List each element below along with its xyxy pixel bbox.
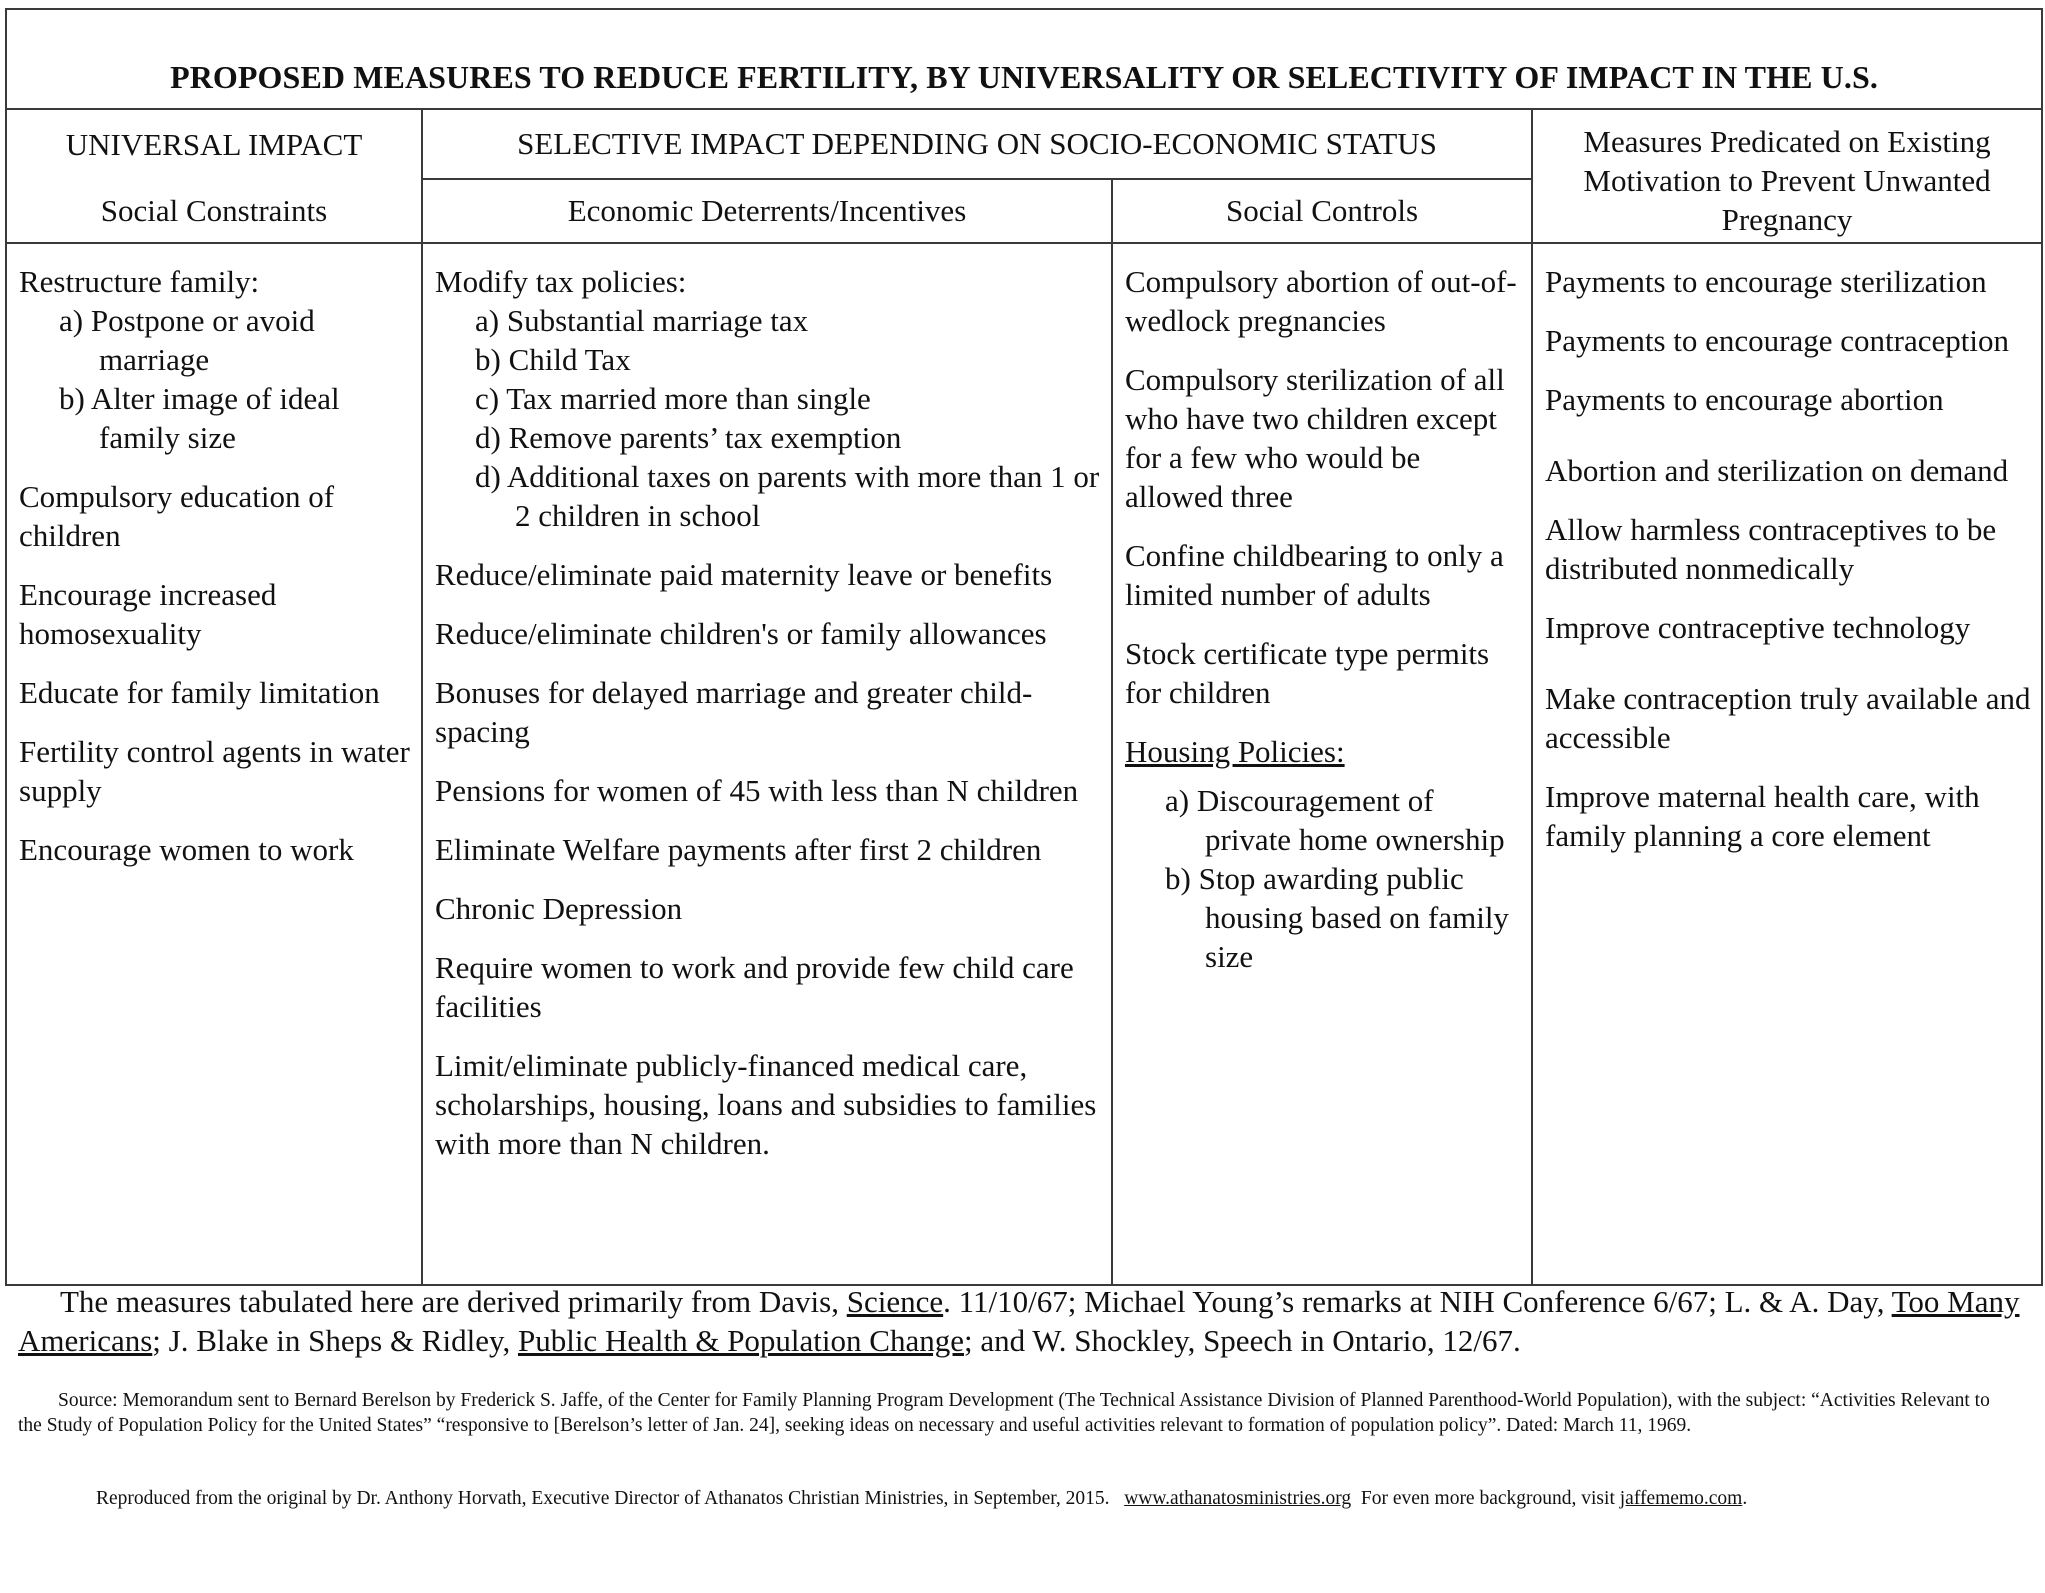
list-item: Require women to work and provide few child care facilities — [435, 950, 1074, 1024]
list-subitem: a) Discouragement of private home ownership — [1165, 783, 1505, 857]
reference-title: Science — [846, 1284, 944, 1319]
source-note: Source: Memorandum sent to Bernard Berelson by Frederick S. Jaffe, of the Center for Family Planning Program Development (The Technical Assistance Division of Planned Parenthood-World Population), with the subject: “Activities Relevant to the Study of Population Policy for the United States” “responsive to [Berelson’s letter of Jan. 24], seeking ideas on necessary and useful activities relevant to formation of population policy”. Dated: March 11, 1969. — [18, 1390, 1990, 1436]
list-subitem: d) Additional taxes on parents with more than 1 or 2 children in school — [475, 459, 1100, 533]
list-item: Eliminate Welfare payments after first 2 children — [435, 832, 1042, 867]
list-subitem: b) Stop awarding public housing based on family size — [1165, 861, 1509, 974]
social-constraints-column — [6, 243, 422, 1285]
restructure-family-group — [19, 262, 411, 457]
reference-title: Public Health & Population Change — [517, 1323, 964, 1358]
motivation-header: Measures Predicated on Existing Motivation to Prevent Unwanted Pregnancy — [1532, 109, 2042, 243]
list-item: Improve maternal health care, with family planning a core element — [1545, 779, 1980, 853]
motivation-column — [1532, 243, 2042, 1285]
list-item: Improve contraceptive technology — [1545, 610, 1971, 645]
list-item: Chronic Depression — [435, 891, 683, 926]
table-title: PROPOSED MEASURES TO REDUCE FERTILITY, BY UNIVERSALITY OR SELECTIVITY OF IMPACT IN THE U.S. — [6, 9, 2042, 109]
reproduction-text: Reproduced from the original by Dr. Anthony Horvath, Executive Director of Athanatos Christian Ministries, in September, 2015. — [96, 1488, 1110, 1509]
group-header-row — [6, 109, 2042, 179]
housing-policies-label: Housing Policies: — [1125, 734, 1345, 769]
list-subitem: b) Alter image of ideal family size — [59, 381, 340, 455]
list-item: Compulsory sterilization of all who have two children except for a few who would be allowed three — [1125, 362, 1505, 514]
list-item: Compulsory education of children — [19, 479, 335, 553]
list-item: Encourage women to work — [19, 832, 354, 867]
list-item: Fertility control agents in water supply — [19, 734, 410, 808]
social-constraints-header: Social Constraints — [6, 179, 422, 243]
list-item: Modify tax policies: — [435, 264, 687, 299]
list-item: Educate for family limitation — [19, 675, 380, 710]
list-item: Payments to encourage sterilization — [1545, 264, 1987, 299]
list-item: Bonuses for delayed marriage and greater child-spacing — [435, 675, 1033, 749]
list-item: Payments to encourage abortion — [1545, 382, 1944, 417]
list-subitem: a) Substantial marriage tax — [475, 303, 809, 338]
economic-deterrents-column — [422, 243, 1112, 1285]
body-row — [6, 243, 2042, 1285]
references-text: The measures tabulated here are derived primarily from Davis, — [60, 1284, 847, 1319]
references-text: ; and W. Shockley, Speech in Ontario, 12/67. — [963, 1323, 1521, 1358]
list-item: Confine childbearing to only a limited number of adults — [1125, 538, 1504, 612]
list-subitem: b) Child Tax — [475, 342, 631, 377]
list-item: Stock certificate type permits for children — [1125, 636, 1490, 710]
list-subitem: c) Tax married more than single — [475, 381, 871, 416]
list-subitem: a) Postpone or avoid marriage — [59, 303, 315, 377]
tax-policies-group — [435, 262, 1101, 535]
list-item: Pensions for women of 45 with less than N children — [435, 773, 1079, 808]
list-item: Reduce/eliminate paid maternity leave or benefits — [435, 557, 1053, 592]
list-subitem: d) Remove parents’ tax exemption — [475, 420, 902, 455]
references-text: . 11/10/67; Michael Young’s remarks at NIH Conference 6/67; L. & A. Day, — [943, 1284, 1892, 1319]
list-item: Make contraception truly available and accessible — [1545, 681, 2031, 755]
references-note — [18, 1282, 2028, 1360]
reproduction-more-text: For even more background, visit — [1360, 1488, 1615, 1509]
reproduction-note: Reproduced from the original by Dr. Anthony Horvath, Executive Director of Athanatos Christian Ministries, in September, 2015. www.athanatosministries.org For even more background, visit jaffememo.com. — [96, 1488, 1748, 1509]
list-item: Abortion and sterilization on demand — [1545, 453, 2009, 488]
selective-impact-header: SELECTIVE IMPACT DEPENDING ON SOCIO-ECONOMIC STATUS — [422, 109, 1532, 179]
list-item: Limit/eliminate publicly-financed medical care, scholarships, housing, loans and subsidies to families with more than N children. — [435, 1048, 1097, 1161]
social-controls-header: Social Controls — [1112, 179, 1532, 243]
references-text: ; J. Blake in Sheps & Ridley, — [152, 1323, 518, 1358]
title-row — [6, 9, 2042, 109]
housing-policies-heading — [1125, 732, 1521, 771]
list-item: Allow harmless contraceptives to be distributed nonmedically — [1545, 512, 1997, 586]
reference-title: Too Many Americans — [18, 1284, 2020, 1358]
athanatos-link[interactable]: www.athanatosministries.org — [1124, 1488, 1352, 1509]
list-item: Payments to encourage contraception — [1545, 323, 2009, 358]
list-item: Reduce/eliminate children's or family allowances — [435, 616, 1047, 651]
jaffememo-link[interactable]: jaffememo.com — [1619, 1488, 1743, 1509]
economic-deterrents-header: Economic Deterrents/Incentives — [422, 179, 1112, 243]
measures-table — [5, 8, 2043, 1286]
list-item: Encourage increased homosexuality — [19, 577, 277, 651]
list-item: Compulsory abortion of out-of-wedlock pregnancies — [1125, 264, 1517, 338]
social-controls-column — [1112, 243, 1532, 1285]
list-item: Restructure family: — [19, 264, 260, 299]
universal-impact-header: UNIVERSAL IMPACT — [6, 109, 422, 179]
